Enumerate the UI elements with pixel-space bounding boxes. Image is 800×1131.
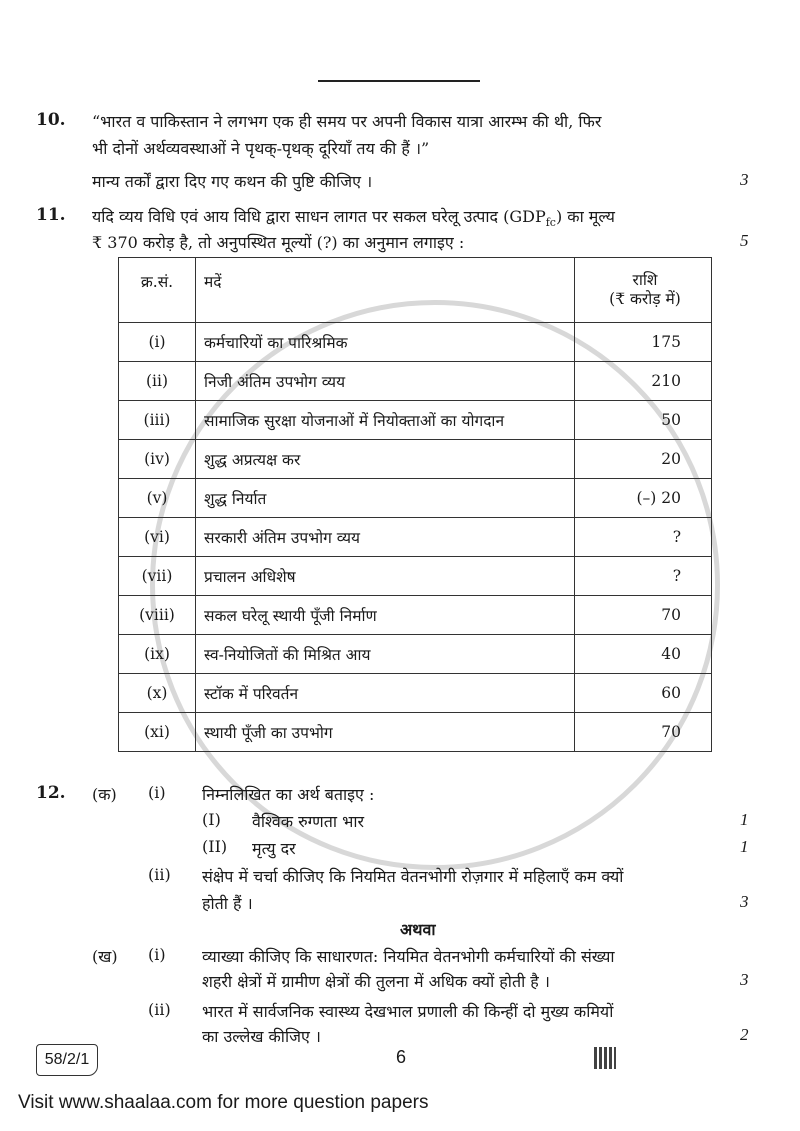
- question-text: ₹ 370 करोड़ है, तो अनुपस्थित मूल्यों (?) का अनुमान लगाइए :: [92, 233, 465, 252]
- part-label: (क): [92, 785, 117, 804]
- row-serial: (vii): [119, 557, 196, 596]
- header-serial: क्र.सं.: [119, 258, 196, 323]
- question-text: निम्नलिखित का अर्थ बताइए :: [202, 785, 375, 804]
- question-text: भी दोनों अर्थव्यवस्थाओं ने पृथक्-पृथक् दूरियाँ तय की हैं ।”: [92, 139, 430, 158]
- row-serial: (x): [119, 674, 196, 713]
- paper-code: 58/2/1: [36, 1044, 98, 1076]
- table-row: [119, 596, 712, 635]
- page-number: 6: [396, 1047, 407, 1067]
- item-label: (II): [202, 837, 228, 856]
- row-item: सकल घरेलू स्थायी पूँजी निर्माण: [196, 596, 575, 635]
- sub-label: (ii): [148, 1000, 171, 1019]
- table-row: [119, 362, 712, 401]
- question-text: होती हैं ।: [202, 894, 253, 913]
- row-serial: (xi): [119, 713, 196, 752]
- question-number: 10.: [36, 110, 66, 130]
- row-amount: ?: [575, 518, 712, 557]
- qr-code-icon: [594, 1047, 616, 1069]
- row-item: शुद्ध निर्यात: [196, 479, 575, 518]
- marks: 1: [740, 810, 749, 829]
- row-serial: (v): [119, 479, 196, 518]
- marks: 2: [740, 1025, 749, 1044]
- marks: 1: [740, 837, 749, 856]
- row-amount: 210: [575, 362, 712, 401]
- table-row: [119, 674, 712, 713]
- row-amount: 175: [575, 323, 712, 362]
- table-row: [119, 713, 712, 752]
- question-text: संक्षेप में चर्चा कीजिए कि नियमित वेतनभोगी रोज़गार में महिलाएँ कम क्यों: [202, 867, 624, 886]
- table-row: [119, 479, 712, 518]
- row-amount: 50: [575, 401, 712, 440]
- question-text: भारत में सार्वजनिक स्वास्थ्य देखभाल प्रणाली की किन्हीं दो मुख्य कमियों: [202, 1002, 614, 1021]
- header-amount-label: राशि: [632, 271, 658, 290]
- table-row: [119, 518, 712, 557]
- question-text: शहरी क्षेत्रों में ग्रामीण क्षेत्रों की तुलना में अधिक क्यों होती है ।: [202, 972, 550, 991]
- data-table: [118, 257, 712, 752]
- marks: 3: [740, 892, 749, 911]
- question-text: [92, 205, 615, 229]
- row-amount: 70: [575, 596, 712, 635]
- question-number: 11.: [36, 205, 66, 225]
- or-divider: अथवा: [400, 920, 436, 939]
- table-row: [119, 440, 712, 479]
- text: ) का मूल्य: [555, 207, 615, 226]
- sub-label: (ii): [148, 865, 171, 884]
- header-amount: [575, 258, 712, 323]
- row-item: प्रचालन अधिशेष: [196, 557, 575, 596]
- sub-label: (i): [148, 783, 166, 802]
- row-item: कर्मचारियों का पारिश्रमिक: [196, 323, 575, 362]
- row-amount: 70: [575, 713, 712, 752]
- question-text: वैश्विक रुग्णता भार: [252, 812, 365, 831]
- row-serial: (ii): [119, 362, 196, 401]
- row-item: सरकारी अंतिम उपभोग व्यय: [196, 518, 575, 557]
- header-items: मदें: [196, 258, 575, 323]
- question-text: व्याख्या कीजिए कि साधारणत: नियमित वेतनभोगी कर्मचारियों की संख्या: [202, 947, 615, 966]
- table-row: [119, 323, 712, 362]
- row-amount: (–) 20: [575, 479, 712, 518]
- question-number: 12.: [36, 783, 66, 803]
- row-item: स्थायी पूँजी का उपभोग: [196, 713, 575, 752]
- row-item: सामाजिक सुरक्षा योजनाओं में नियोक्ताओं का योगदान: [196, 401, 575, 440]
- marks: 3: [740, 170, 749, 189]
- row-amount: 40: [575, 635, 712, 674]
- subscript: fc: [545, 216, 556, 230]
- table-row: [119, 401, 712, 440]
- text: यदि व्यय विधि एवं आय विधि द्वारा साधन लागत पर सकल घरेलू उत्पाद (GDP: [92, 207, 546, 226]
- row-serial: (iv): [119, 440, 196, 479]
- table-row: [119, 557, 712, 596]
- row-serial: (vi): [119, 518, 196, 557]
- row-serial: (ix): [119, 635, 196, 674]
- row-serial: (viii): [119, 596, 196, 635]
- table-row: [119, 635, 712, 674]
- row-item: निजी अंतिम उपभोग व्यय: [196, 362, 575, 401]
- row-item: स्व-नियोजितों की मिश्रित आय: [196, 635, 575, 674]
- question-text: मृत्यु दर: [252, 839, 296, 858]
- marks: 3: [740, 970, 749, 989]
- table-header: [119, 258, 712, 323]
- sub-label: (i): [148, 945, 166, 964]
- row-item: शुद्ध अप्रत्यक्ष कर: [196, 440, 575, 479]
- part-label: (ख): [92, 947, 118, 966]
- visit-link[interactable]: Visit www.shaalaa.com for more question papers: [18, 1092, 429, 1113]
- row-item: स्टॉक में परिवर्तन: [196, 674, 575, 713]
- marks: 5: [740, 231, 749, 250]
- header-amount-unit: (₹ करोड़ में): [609, 290, 681, 308]
- question-text: का उल्लेख कीजिए ।: [202, 1027, 321, 1046]
- row-serial: (iii): [119, 401, 196, 440]
- row-serial: (i): [119, 323, 196, 362]
- separator-line: [318, 80, 480, 82]
- question-text: मान्य तर्कों द्वारा दिए गए कथन की पुष्टि कीजिए ।: [92, 172, 373, 191]
- item-label: (I): [202, 810, 221, 829]
- row-amount: 20: [575, 440, 712, 479]
- question-text: “भारत व पाकिस्तान ने लगभग एक ही समय पर अपनी विकास यात्रा आरम्भ की थी, फिर: [92, 112, 602, 131]
- row-amount: ?: [575, 557, 712, 596]
- row-amount: 60: [575, 674, 712, 713]
